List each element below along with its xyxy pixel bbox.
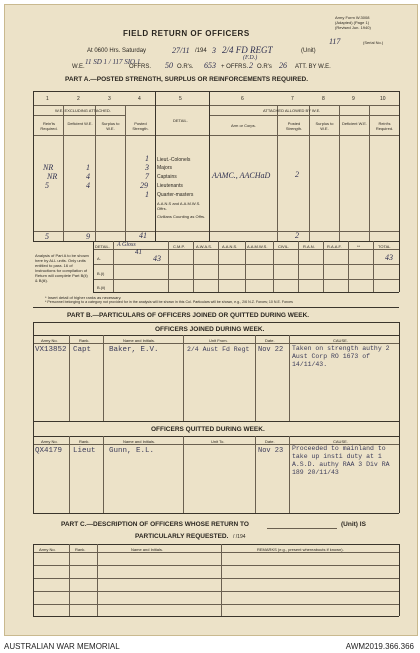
plus-offrs-value: 2 — [249, 61, 253, 70]
col-num-10: 10 — [380, 96, 386, 102]
joined-head-name: Name and Initials. — [123, 338, 156, 343]
analysis-head-raaf: R.A.A.F. — [327, 244, 342, 249]
detail-aans: A.A.N.S and A.A.M.W.S. Offrs. — [157, 201, 201, 211]
joined-unit-from: 2/4 Aust Fd Regt — [187, 346, 250, 353]
col-num-3: 3 — [108, 96, 111, 102]
col-head-detail: DETAIL. — [173, 118, 188, 123]
posted-majors: 3 — [145, 163, 149, 172]
joined-title: OFFICERS JOINED DURING WEEK. — [155, 326, 265, 333]
detail-captains: Captains — [157, 174, 177, 180]
joined-cause: Taken on strength authy 2 Aust Corp RO 1673 of 14/11/43. — [292, 345, 390, 368]
quitted-head-name: Name and Initials. — [123, 439, 156, 444]
col-head-surplus: Surplus to W.E. — [101, 121, 120, 131]
quitted-title: OFFICERS QUITTED DURING WEEK. — [151, 426, 265, 433]
form-title: FIELD RETURN OF OFFICERS — [123, 29, 250, 38]
quitted-army-no: QX4179 — [35, 447, 63, 455]
col-head-att-deficient: Deficient W.E. — [341, 121, 368, 126]
col-num-8: 8 — [322, 96, 325, 102]
detail-ltcol: Lieut.-Colonels — [157, 157, 191, 163]
part-b-title: PART B.—PARTICULARS OF OFFICERS JOINED OR QUITTED DURING WEEK. — [67, 312, 310, 319]
col-head-rein: Rein'ts Required. — [40, 121, 58, 131]
form-sheet — [4, 4, 418, 636]
analysis-row-bii: B.(ii) — [97, 285, 106, 290]
total-rein: 5 — [45, 232, 49, 241]
part-c-title: PART C.—DESCRIPTION OF OFFICERS WHOSE RETURN TO — [61, 521, 249, 528]
joined-date: Nov 22 — [258, 346, 284, 354]
col-head-posted: Posted Strength. — [132, 121, 149, 131]
analysis-note: Analysis of Part A to be shown here by ALL units. Only units entitled to para. 16 of Instructions for compilation of Return will complete Part B(ii) & B(iii). — [35, 253, 89, 283]
or2-label: O.R's — [257, 64, 272, 70]
analysis-value-2: 43 — [153, 254, 161, 263]
part-c-head-remarks: REMARKS (e.g., present whereabouts if known). — [257, 547, 344, 552]
joined-rank: Capt — [73, 346, 92, 354]
we-excl-heading: W.E. EXCLUDING ATTACHED. — [55, 108, 111, 113]
rein-row2: NR — [47, 172, 58, 181]
col-num-7: 7 — [291, 96, 294, 102]
offrs-value: 50 — [165, 61, 173, 70]
year-prefix: /194 — [195, 48, 207, 54]
year: 3 — [212, 46, 216, 55]
analysis-head-awas: A.W.A.S. — [196, 244, 213, 249]
or-label: O.R's. — [177, 64, 194, 70]
quitted-cause: Proceeded to mainland to take up insti duty at 1 A.S.D. authy RAA 3 Div RA 189 20/11/43 — [292, 445, 390, 476]
joined-head-unit: Unit From. — [209, 338, 228, 343]
analysis-head-aamws: A.A.M.W.S. — [247, 244, 268, 249]
col-num-6: 6 — [241, 96, 244, 102]
col-num-1: 1 — [46, 96, 49, 102]
total-att-posted: 2 — [295, 231, 299, 240]
col-num-4: 4 — [138, 96, 141, 102]
attached-heading: ATTACHED ALLOWED BY W.E. — [263, 108, 321, 113]
form-ref-line2: (Adapted) (Page 1) — [335, 20, 370, 25]
col-head-arm: Arm or Corps. — [231, 123, 256, 128]
plus-offrs-label: + OFFRS. — [221, 64, 249, 70]
analysis-head-a: A Gloss — [117, 242, 136, 248]
analysis-head-aans: A.A.N.S. — [222, 244, 238, 249]
deficient-row3: 4 — [86, 181, 90, 190]
analysis-head-other: ** — [357, 244, 361, 249]
part-c-unit: (Unit) IS — [341, 521, 366, 528]
header-prefix: At 0600 Hrs. Saturday — [87, 48, 147, 54]
part-c-date: / /194 — [233, 534, 246, 540]
quitted-head-cause: CAUSE. — [333, 439, 348, 444]
quitted-head-armyno: Army No. — [41, 439, 58, 444]
total-deficient: 9 — [86, 232, 90, 241]
deficient-row1: 1 — [86, 163, 90, 172]
att-posted-value: 2 — [295, 170, 299, 179]
analysis-head-civil: CIVIL. — [278, 244, 290, 249]
joined-head-cause: CAUSE. — [333, 338, 348, 343]
serial-label: (Serial No.) — [363, 40, 384, 45]
caption-left: AUSTRALIAN WAR MEMORIAL — [4, 642, 120, 651]
quitted-date: Nov 23 — [258, 447, 284, 455]
detail-civilians: Civilians Counting as Offrs. — [157, 214, 206, 219]
quitted-name: Gunn, E.L. — [109, 447, 155, 455]
or2-value: 26 — [279, 61, 287, 70]
detail-majors: Majors — [157, 165, 173, 171]
col-head-att-surplus: Surplus to W.E. — [315, 121, 334, 131]
analysis-row-bi: B.(i) — [97, 271, 105, 276]
posted-captains: 7 — [145, 172, 149, 181]
unit-sub: (F.D.) — [243, 55, 258, 61]
footnote-2: * Personnel belonging to a category not provided for in the analysis will be shown in this Col. Particulars will be shown, e.g., 2/6 N.Z. Forces; 10 N.E. Forces — [45, 300, 293, 304]
quitted-head-unit: Unit To. — [211, 439, 225, 444]
joined-head-armyno: Army No. — [41, 338, 58, 343]
col-num-9: 9 — [352, 96, 355, 102]
part-c-line2: PARTICULARLY REQUESTED. — [135, 533, 229, 540]
rein-row3: 5 — [45, 181, 49, 190]
form-ref-line1: Army Form W.3008 — [335, 15, 370, 20]
col-head-deficient: Deficient W.E. — [67, 121, 93, 126]
posted-qm: 1 — [145, 190, 149, 199]
joined-head-rank: Rank. — [79, 338, 90, 343]
arm-corps-value: AAMC., AACHaD — [212, 171, 271, 180]
part-c-head-name: Name and Initials. — [131, 547, 164, 552]
deficient-row2: 4 — [86, 172, 90, 181]
analysis-head-ran: R.A.N. — [303, 244, 315, 249]
col-head-att-posted: Posted Strength. — [285, 121, 303, 131]
detail-lieutenants: Lieutenants — [157, 183, 183, 189]
att-label: ATT. BY W.E. — [295, 64, 331, 70]
posted-lieutenants: 29 — [140, 181, 148, 190]
part-a-title: PART A.—POSTED STRENGTH, SURPLUS OR REINFORCEMENTS REQUIRED. — [65, 76, 309, 83]
analysis-head-total: TOTAL — [378, 244, 391, 249]
we-value: 11 SD 1 / 117 SIO 1 — [85, 58, 141, 66]
posted-ltcol: 1 — [145, 154, 149, 163]
analysis-value-1: 41 — [135, 248, 142, 256]
joined-head-date: Date. — [265, 338, 275, 343]
return-date: 27/11 — [172, 46, 190, 55]
quitted-head-date: Date. — [265, 439, 275, 444]
analysis-total-value: 43 — [385, 253, 393, 262]
footnote-1: * Insert detail of higher ranks as necessary. — [45, 295, 122, 300]
unit-label: (Unit) — [301, 48, 316, 54]
rein-row1: NR — [43, 163, 54, 172]
col-num-2: 2 — [77, 96, 80, 102]
or-value: 653 — [204, 61, 216, 70]
serial-number: 117 — [329, 37, 341, 46]
unit-name: 2/4 FD REGT — [222, 45, 273, 55]
part-c-head-armyno: Army No. — [39, 547, 56, 552]
quitted-rank: Lieut — [73, 447, 96, 455]
col-num-5: 5 — [179, 96, 182, 102]
total-posted: 41 — [139, 231, 147, 240]
we-label: W.E. — [72, 64, 85, 70]
analysis-head-cmp: C.M.P. — [173, 244, 185, 249]
form-ref-line3: (Revised Jun. 1940) — [335, 25, 371, 30]
analysis-head-detail: DETAIL. — [95, 244, 110, 249]
quitted-head-rank: Rank. — [79, 439, 90, 444]
joined-name: Baker, E.V. — [109, 346, 159, 354]
offrs-label: OFFRS. — [129, 64, 151, 70]
joined-army-no: VX13852 — [35, 346, 67, 354]
analysis-row-a: A. — [97, 256, 101, 261]
part-c-head-rank: Rank. — [75, 547, 86, 552]
col-head-att-rein: Rein'ts Required. — [375, 121, 394, 131]
detail-qm: Quarter-masters — [157, 192, 194, 198]
caption-right: AWM2019.366.366 — [345, 642, 414, 651]
